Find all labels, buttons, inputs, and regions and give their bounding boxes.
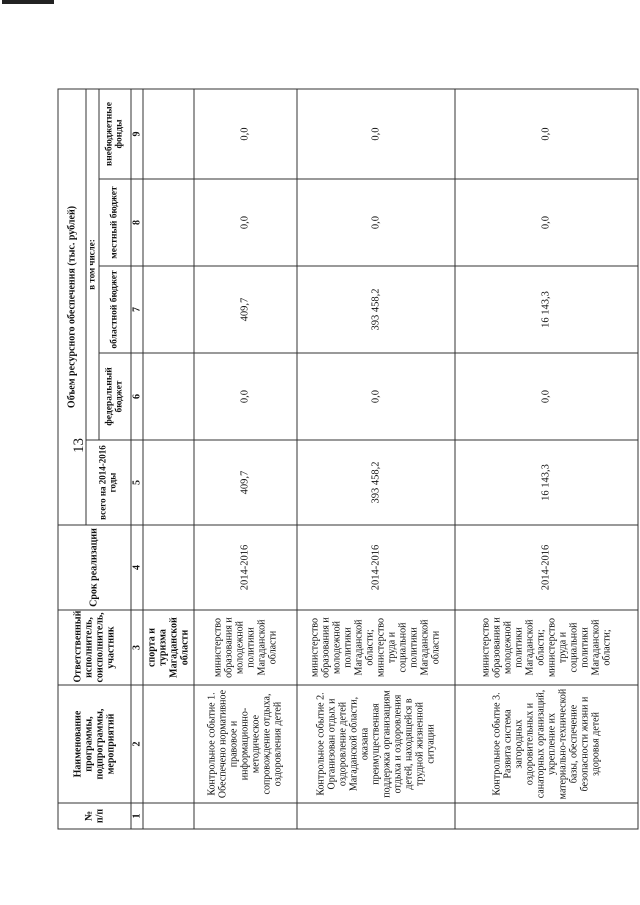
index-cell: 9	[131, 89, 143, 179]
table-row	[297, 89, 455, 829]
row-period: 2014-2016	[455, 525, 638, 610]
empty-cell	[143, 525, 194, 610]
row-extra: 0,0	[455, 89, 638, 179]
empty-cell	[143, 89, 194, 179]
row-period: 2014-2016	[297, 525, 455, 610]
empty-cell	[143, 440, 194, 525]
table-row	[194, 89, 297, 829]
row-federal: 0,0	[455, 353, 638, 440]
empty-cell	[143, 179, 194, 266]
header-name: Наименование программы, подпрограммы, мероприятий	[58, 685, 131, 803]
row-total: 409,7	[194, 440, 297, 525]
index-cell: 4	[131, 525, 143, 610]
header-num: № п/п	[58, 803, 131, 829]
header-total: всего на 2014-2016 годы	[86, 440, 131, 525]
index-cell: 6	[131, 353, 143, 440]
funding-table	[58, 89, 639, 830]
row-name: Контрольное событие 2. Организован отдых и оздоровление детей Магаданской области, оказана преимущественная поддержка организациям отдыха и оздоровления детей, находящейся в трудной жизненной ситуации	[297, 685, 455, 803]
header-local: местный бюджет	[99, 179, 131, 266]
index-cell: 2	[131, 685, 143, 803]
row-num	[297, 803, 455, 829]
row-num	[194, 803, 297, 829]
category-row	[143, 89, 194, 829]
row-period: 2014-2016	[194, 525, 297, 610]
row-name: Контрольное событие 1. Обеспечено нормативное правовое и информационно-методическое сопровождение отдыха, оздоровления детей	[194, 685, 297, 803]
row-total: 16 143,3	[455, 440, 638, 525]
row-name: Контрольное событие 3. Развита система загородных оздоровительных и санаторных организаций, укрепление их материально-технической базы, обеспечение безопасности жизни и здоровья детей	[455, 685, 638, 803]
header-including: в том числе:	[86, 89, 99, 440]
category-num	[143, 803, 194, 829]
row-executor: министерство образования и молодежной политики Магаданской области; министерство труда и социальной политики Магаданской области;	[455, 610, 638, 685]
header-regional: областной бюджет	[99, 266, 131, 353]
scan-artifact	[2, 0, 54, 4]
category-name	[143, 685, 194, 803]
row-local: 0,0	[297, 179, 455, 266]
row-regional: 409,7	[194, 266, 297, 353]
row-total: 393 458,2	[297, 440, 455, 525]
header-funding: Объем ресурсного обеспечения (тыс. рублей)	[58, 89, 86, 525]
row-extra: 0,0	[194, 89, 297, 179]
index-cell: 8	[131, 179, 143, 266]
header-federal: федеральный бюджет	[99, 353, 131, 440]
category-executor: спорта и туризма Магаданской области	[143, 610, 194, 685]
row-regional: 393 458,2	[297, 266, 455, 353]
header-period: Срок реализации	[58, 525, 131, 610]
header-executor: Ответственный исполнитель, соисполнитель, участник	[58, 610, 131, 685]
empty-cell	[143, 266, 194, 353]
row-federal: 0,0	[194, 353, 297, 440]
row-extra: 0,0	[297, 89, 455, 179]
row-local: 0,0	[194, 179, 297, 266]
index-cell: 5	[131, 440, 143, 525]
rotated-page	[52, 73, 619, 847]
row-num	[455, 803, 638, 829]
page-number: 13	[71, 438, 87, 453]
column-index-row	[131, 89, 143, 829]
table-row	[455, 89, 638, 829]
index-cell: 3	[131, 610, 143, 685]
row-executor: министерство образования и молодежной политики Магаданской области	[194, 610, 297, 685]
header-extra: внебюджетные фонды	[99, 89, 131, 179]
row-executor: министерство образования и молодежной политики Магаданской области; министерство труда и социальной политики Магаданской области	[297, 610, 455, 685]
row-regional: 16 143,3	[455, 266, 638, 353]
row-local: 0,0	[455, 179, 638, 266]
index-cell: 1	[131, 803, 143, 829]
index-cell: 7	[131, 266, 143, 353]
row-federal: 0,0	[297, 353, 455, 440]
empty-cell	[143, 353, 194, 440]
